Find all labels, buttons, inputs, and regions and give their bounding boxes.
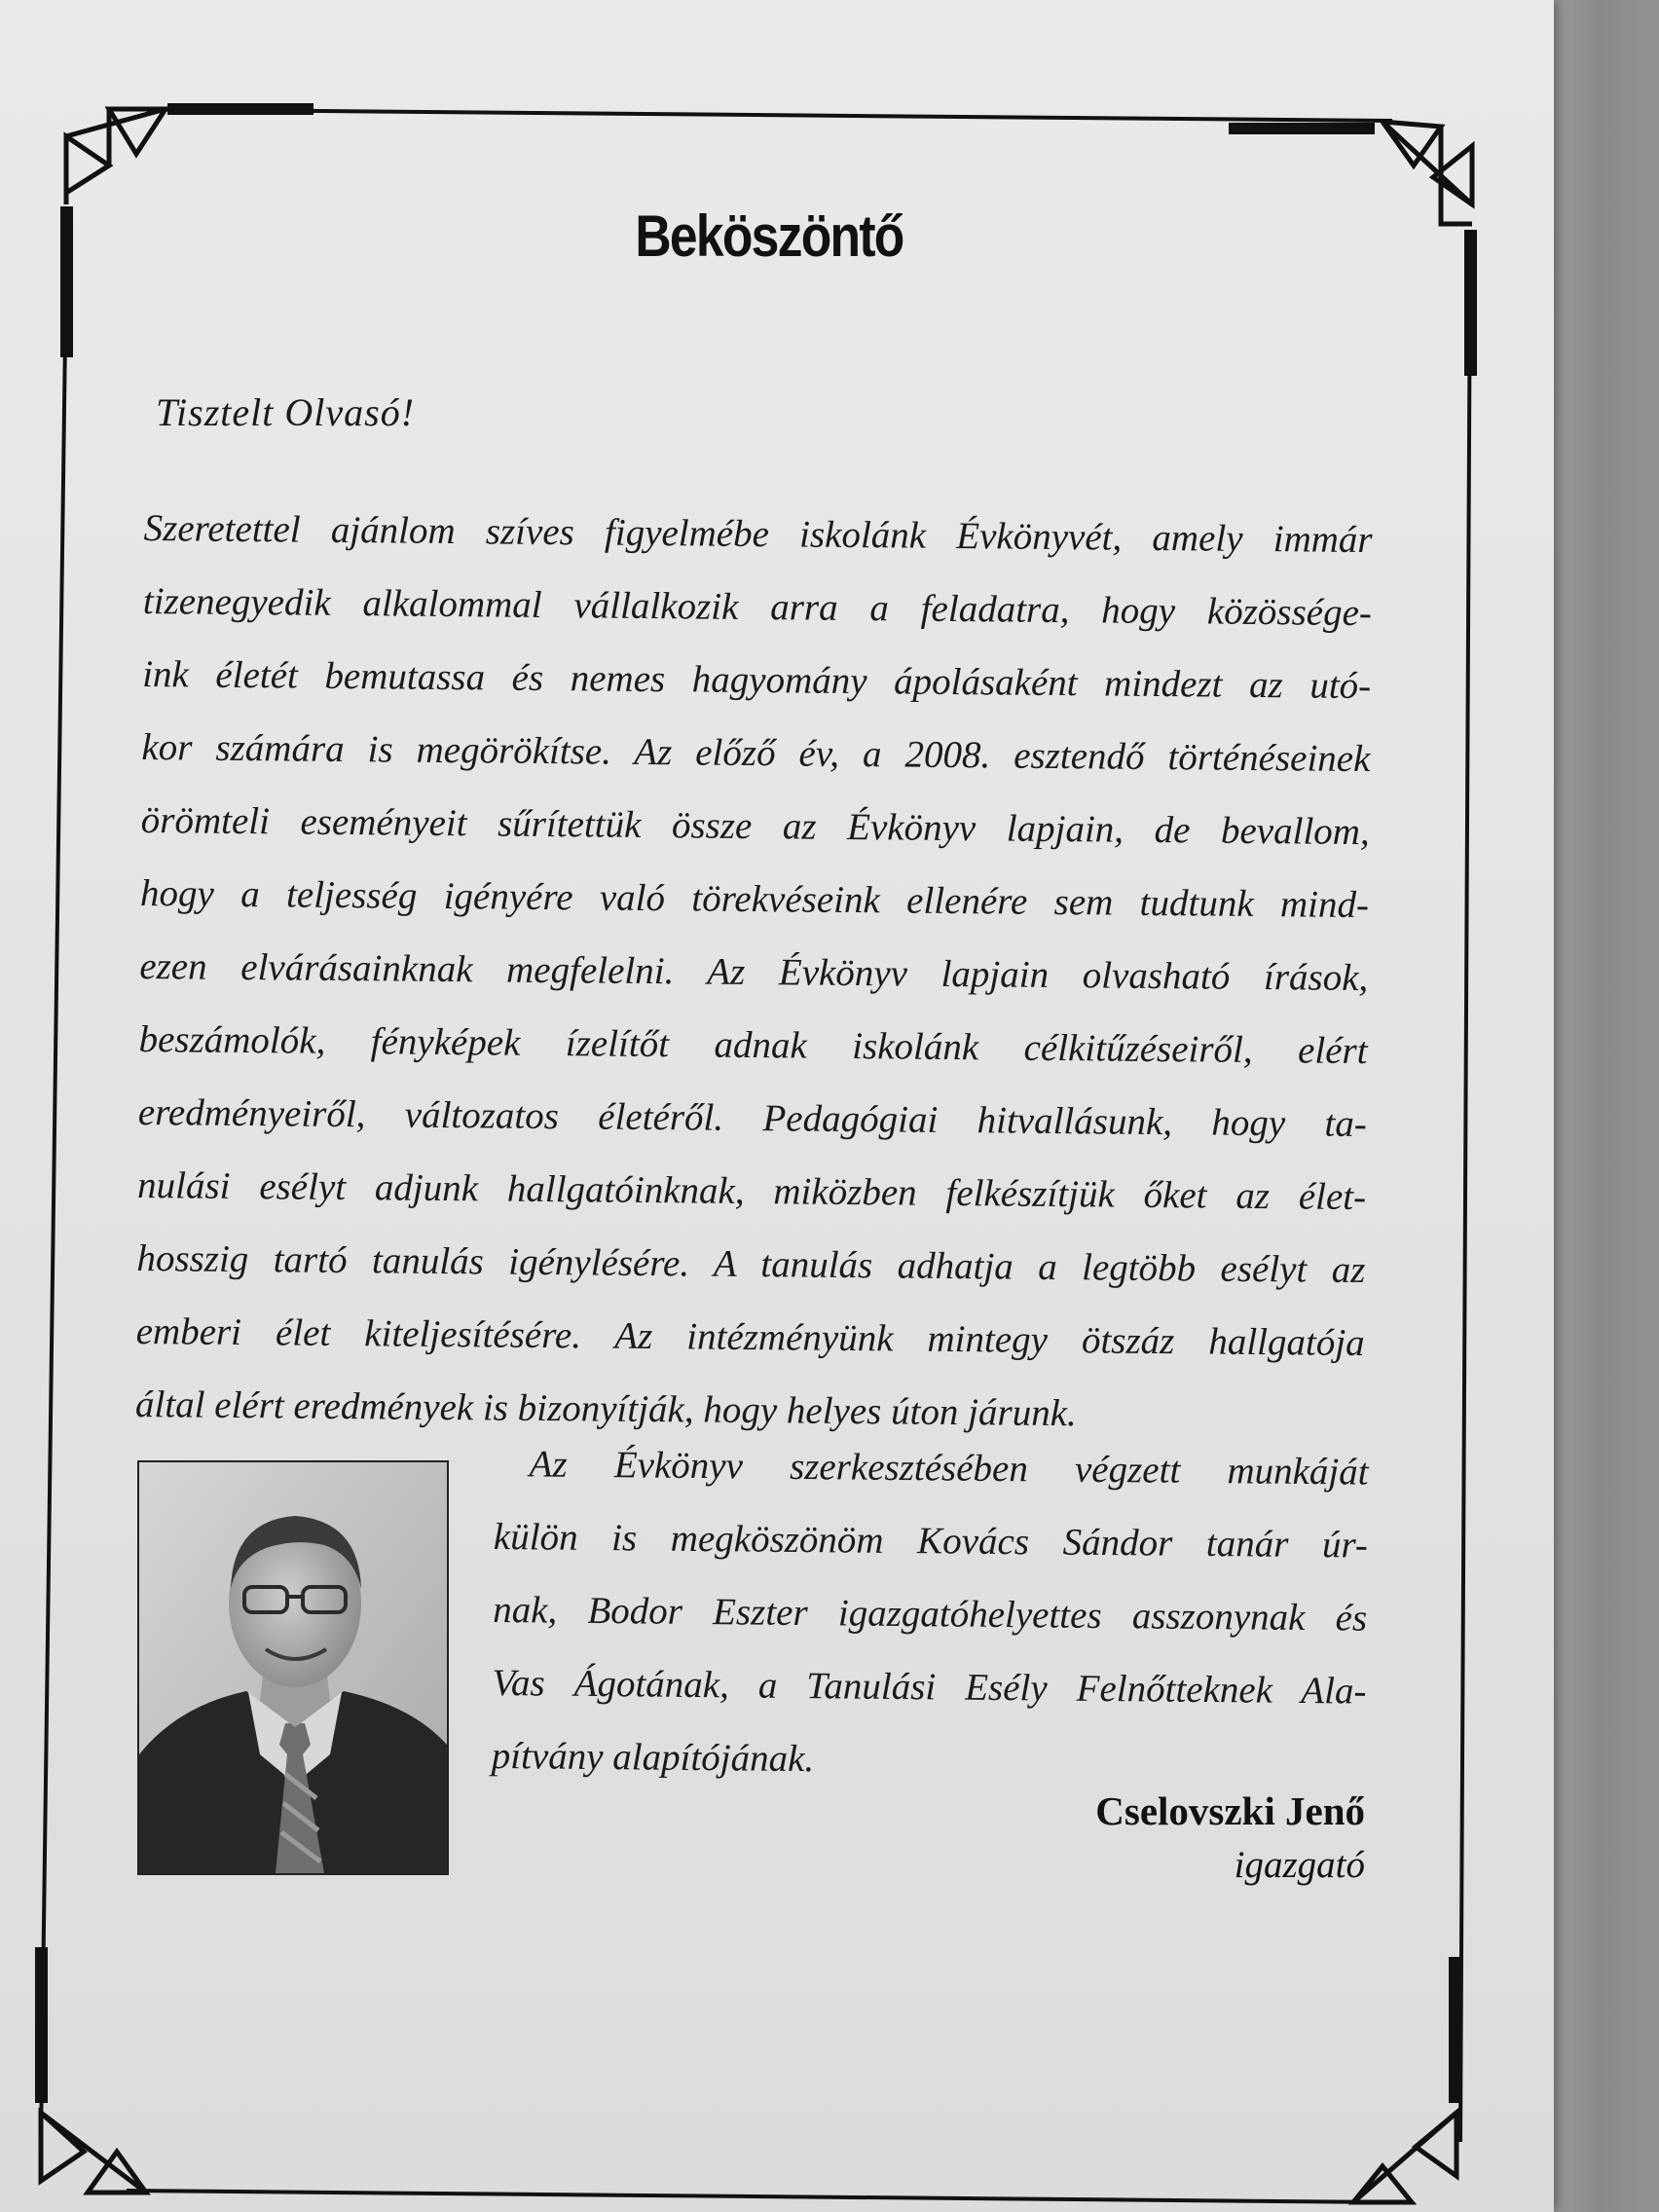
acknowledgement xyxy=(491,1427,1369,1801)
thanks-line: pítvány alapítójának. xyxy=(491,1734,815,1781)
thanks-line: Vas Ágotának, a Tanulási Esély Felnőtteknek Ala- xyxy=(492,1661,1367,1713)
signer-role: igazgató xyxy=(1234,1844,1365,1886)
thanks-line: Az Évkönyv szerkesztésében végzett munkáját xyxy=(529,1443,1369,1493)
scan-background xyxy=(1554,0,1659,2212)
body-line: tizenegyedik alkalommal vállalkozik arra a feladatra, hogy közössége- xyxy=(142,579,1373,635)
body-line: örömteli eseményeit sűrítettük össze az Évkönyv lapjain, de bevallom, xyxy=(140,798,1370,854)
portrait-photo xyxy=(137,1460,449,1875)
body-line: hosszig tartó tanulás igénylésére. A tanulás adhatja a legtöbb esélyt az xyxy=(136,1236,1366,1292)
body-line: által elért eredmények is bizonyítják, hogy helyes úton járunk. xyxy=(134,1382,1077,1435)
body-line: kor számára is megörökítse. Az előző év, a 2008. esztendő történéseinek xyxy=(141,725,1371,781)
greeting: Tisztelt Olvasó! xyxy=(156,390,416,434)
page-title: Beköszöntő xyxy=(635,203,903,269)
thanks-line: külön is megköszönöm Kovács Sándor tanár úr- xyxy=(493,1515,1369,1567)
body-line: ezen elvárásainknak megfelelni. Az Évkönyv lapjain olvasható írások, xyxy=(139,944,1369,1000)
signer-name: Cselovszki Jenő xyxy=(1095,1788,1365,1833)
body-line: Szeretettel ajánlom szíves figyelmébe iskolánk Évkönyvét, amely immár xyxy=(143,506,1373,562)
thanks-line: nak, Bodor Eszter igazgatóhelyettes asszonynak és xyxy=(492,1588,1368,1640)
body-line: hogy a teljesség igényére való törekvéseink ellenére sem tudtunk mind- xyxy=(139,871,1370,927)
body-line: nulási esélyt adjunk hallgatóinknak, miközben felkészítjük őket az élet- xyxy=(136,1163,1367,1219)
letter-body xyxy=(135,492,1373,1453)
body-line: emberi élet kiteljesítésére. Az intézményünk mintegy ötszáz hallgatója xyxy=(135,1309,1365,1365)
body-line: beszámolók, fényképek ízelítőt adnak iskolánk célkitűzéseiről, elért xyxy=(138,1017,1368,1073)
body-line: ink életét bemutassa és nemes hagyomány ápolásaként mindezt az utó- xyxy=(141,652,1372,708)
body-line: eredményeiről, változatos életéről. Pedagógiai hitvallásunk, hogy ta- xyxy=(137,1090,1368,1146)
signature-block xyxy=(974,1784,1365,1893)
portrait-illustration xyxy=(139,1462,447,1873)
